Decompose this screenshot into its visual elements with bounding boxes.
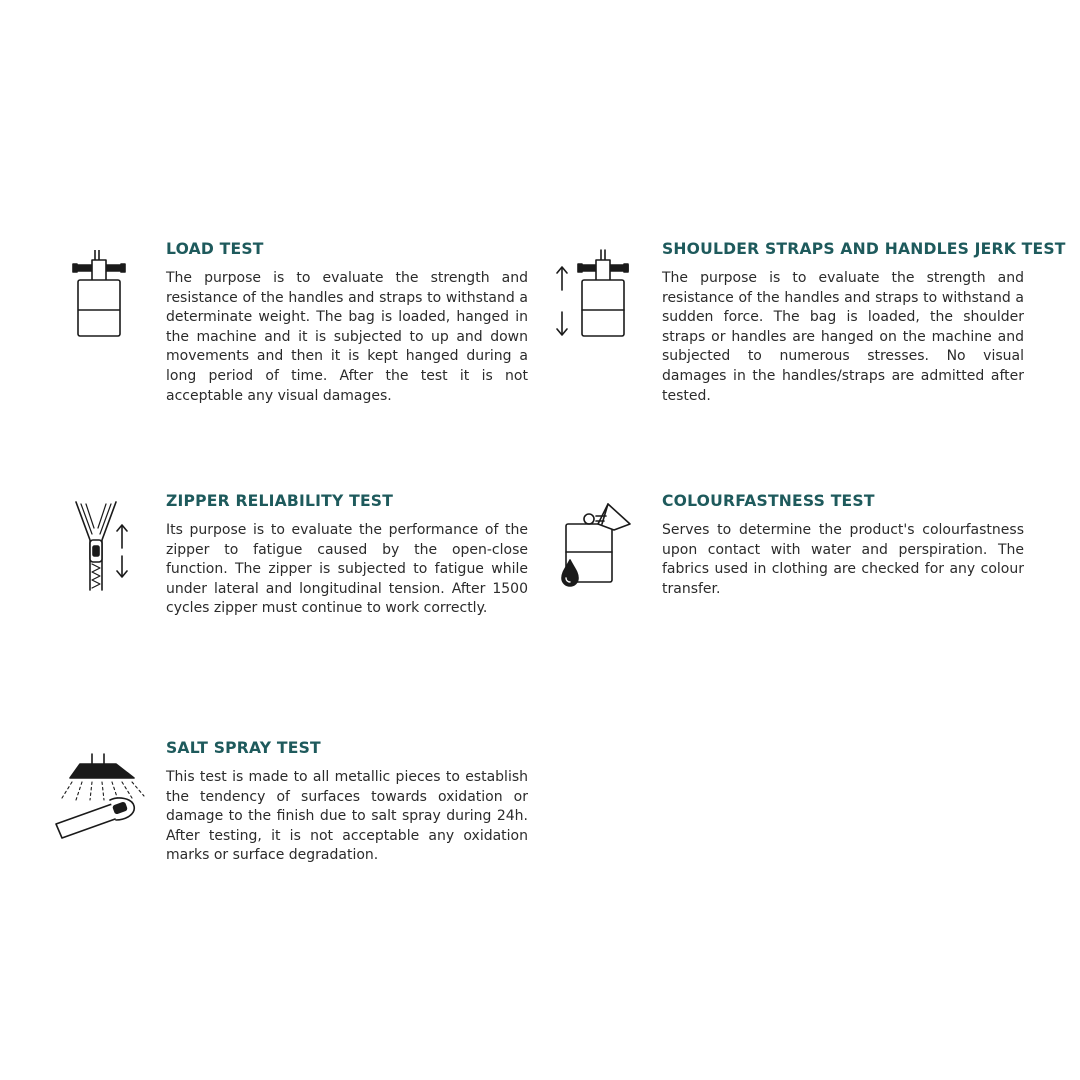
zipper-icon [72,500,132,592]
bag-jerk-icon [552,250,628,338]
colourfastness-test-description: Serves to determine the product's colourfastness upon contact with water and perspiration. The fabrics used in clothing are checked for any colour transfer. [662,522,1024,597]
salt-spray-test-title: SALT SPRAY TEST [166,739,321,757]
load-test-description: The purpose is to evaluate the strength and resistance of the handles and straps to withstand a determinate weight. The bag is loaded, hanged in the machine and it is subjected to up and down movements and then it is kept hanged during a long period of time. After the test it is not acceptable any visual damages. [166,270,528,404]
bag-load-icon [72,250,128,338]
zipper-test-title: ZIPPER RELIABILITY TEST [166,492,394,510]
jerk-test-description: The purpose is to evaluate the strength and resistance of the handles and straps to withstand a sudden force. The bag is loaded, the shoulder straps or handles are hanged on the machine and subjected to numerous stresses. No visual damages in the handles/straps are admitted after tested. [662,270,1024,404]
zipper-test-description: Its purpose is to evaluate the performance of the zipper to fatigue caused by the open-close function. The zipper is subjected to fatigue while under lateral and longitudinal tension. After 1500 cycles zipper must continue to work correctly. [166,522,528,617]
jerk-test-title: SHOULDER STRAPS AND HANDLES JERK TEST [662,240,1066,258]
load-test-title: LOAD TEST [166,240,264,258]
salt-spray-icon [52,752,148,844]
colourfastness-icon [556,500,632,592]
colourfastness-test-title: COLOURFASTNESS TEST [662,492,875,510]
salt-spray-test-description: This test is made to all metallic pieces to establish the tendency of surfaces towards oxidation or damage to the finish due to salt spray during 24h. After testing, it is not acceptable any oxidation marks or surface degradation. [166,769,528,864]
